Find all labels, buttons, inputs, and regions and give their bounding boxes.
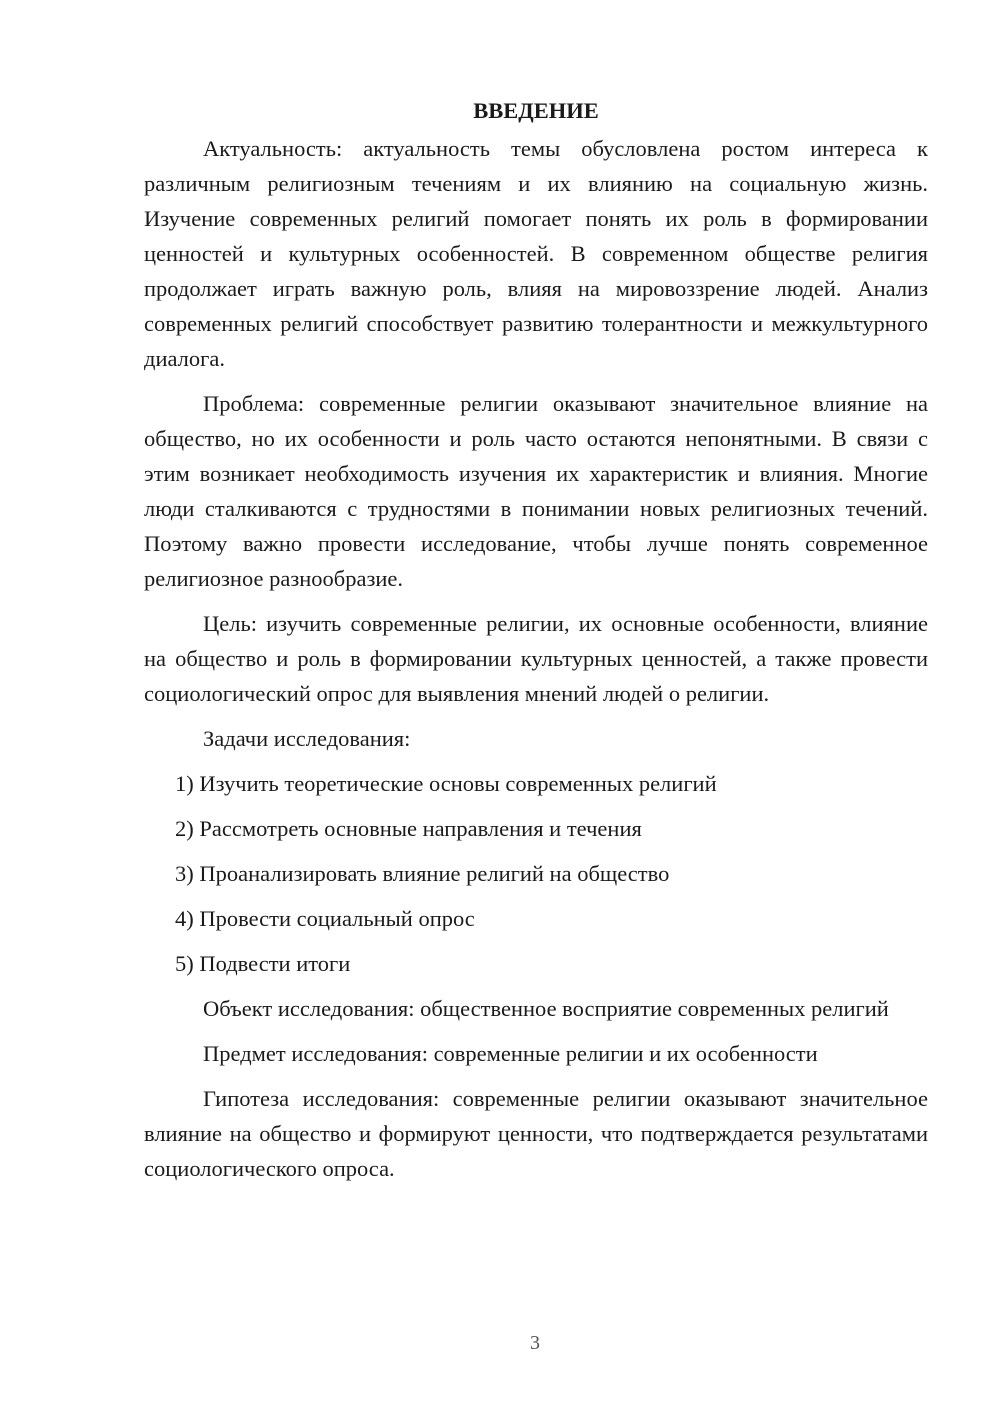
- list-item: 2) Рассмотреть основные направления и течения: [175, 816, 642, 841]
- document-page: [144, 92, 928, 1196]
- subject-paragraph: Предмет исследования: современные религии и их особенности: [203, 1041, 818, 1066]
- page-title: ВВЕДЕНИЕ: [473, 98, 599, 123]
- hypothesis-paragraph: Гипотеза исследования: современные религии оказывают значительное влияние на общество и формируют ценности, что подтверждается результатами социологического опроса.: [144, 1086, 928, 1181]
- object-paragraph: Объект исследования: общественное восприятие современных религий: [203, 996, 889, 1021]
- relevance-paragraph: Актуальность: актуальность темы обусловлена ростом интереса к различным религиозным течениям и их влиянию на социальную жизнь. Изучение современных религий помогает понять их роль в формировании ценностей и культурных особенностей. В современном обществе религия продолжает играть важную роль, влияя на мировоззрение людей. Анализ современных религий способствует развитию толерантности и межкультурного диалога.: [144, 136, 928, 371]
- tasks-heading: Задачи исследования:: [203, 726, 411, 751]
- list-item: 5) Подвести итоги: [175, 951, 351, 976]
- list-item: 4) Провести социальный опрос: [175, 906, 475, 931]
- problem-paragraph: Проблема: современные религии оказывают значительное влияние на общество, но их особенности и роль часто остаются непонятными. В связи с этим возникает необходимость изучения их характеристик и влияния. Многие люди сталкиваются с трудностями в понимании новых религиозных течений. Поэтому важно провести исследование, чтобы лучше понять современное религиозное разнообразие.: [144, 391, 928, 591]
- page-number: 3: [530, 1332, 540, 1354]
- list-item: 1) Изучить теоретические основы современных религий: [175, 771, 717, 796]
- goal-paragraph: Цель: изучить современные религии, их основные особенности, влияние на общество и роль в формировании культурных ценностей, а также провести социологический опрос для выявления мнений людей о религии.: [144, 611, 928, 706]
- list-item: 3) Проанализировать влияние религий на общество: [175, 861, 670, 886]
- tasks-list: [144, 766, 928, 981]
